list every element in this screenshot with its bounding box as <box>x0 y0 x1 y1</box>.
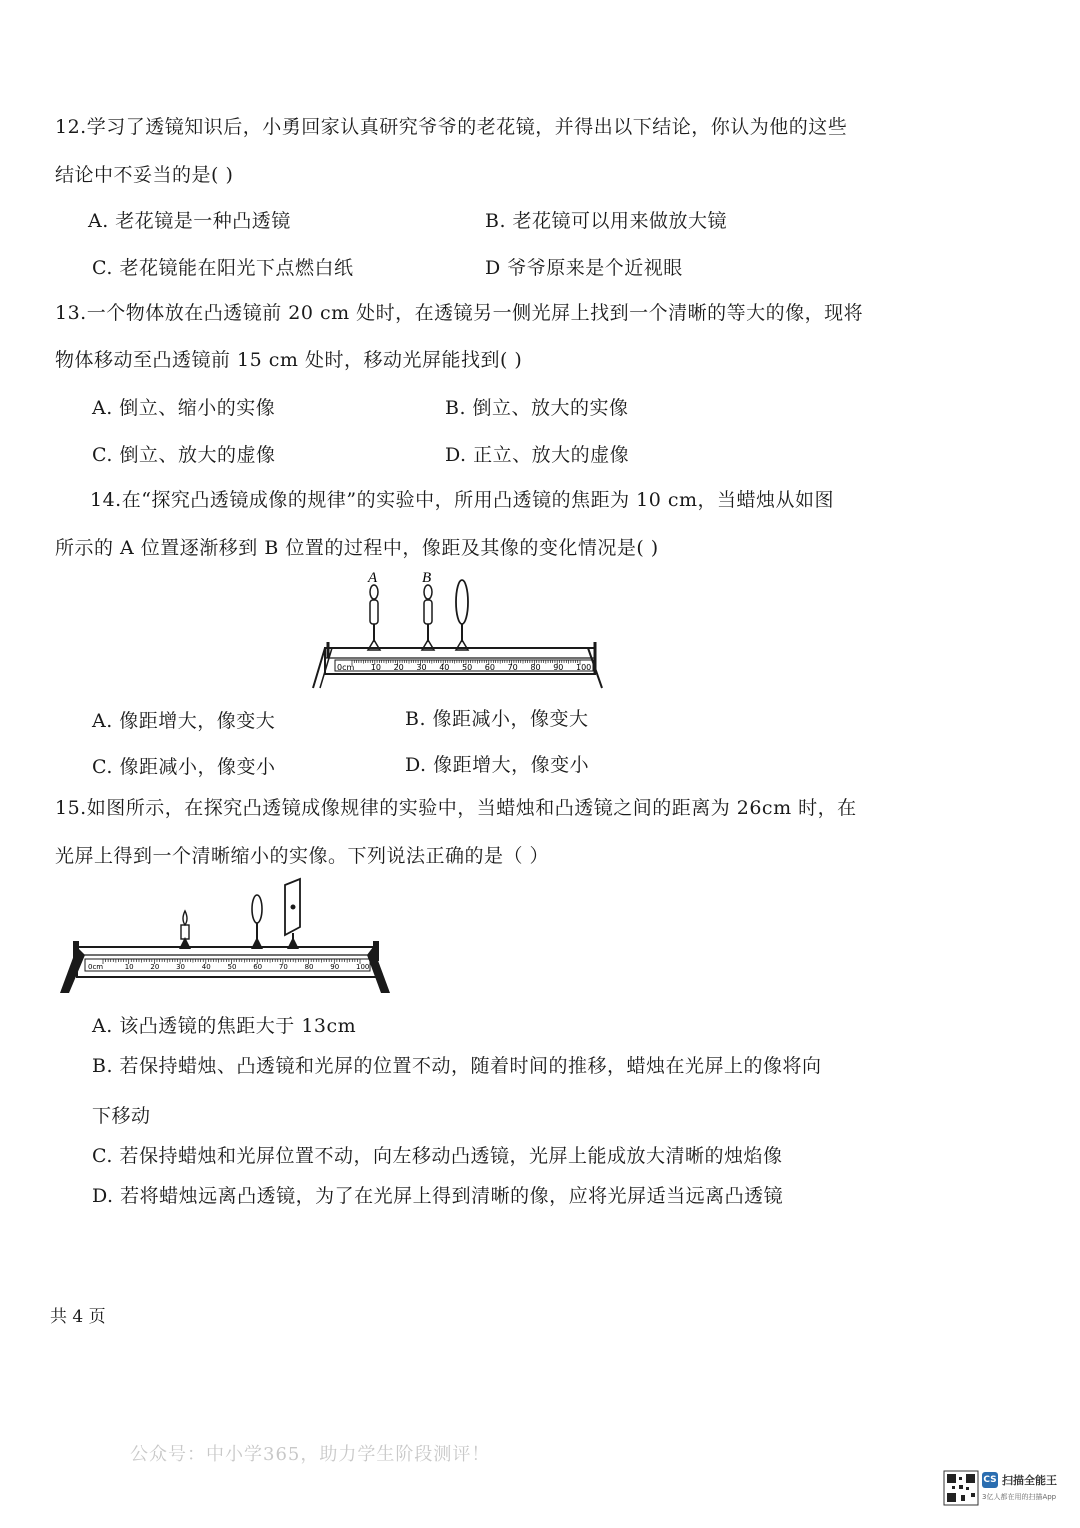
q14-option-b: B. 像距减小，像变大 <box>405 708 589 730</box>
q15-optical-bench-figure <box>55 875 395 1000</box>
q14-label-b: B <box>422 570 432 586</box>
q15-tick-label: 30 <box>176 963 186 971</box>
q14-tick-label: 100 <box>576 663 592 672</box>
q14-convex-lens <box>456 580 468 650</box>
q13-stem-line2: 物体移动至凸透镜前 15 cm 处时，移动光屏能找到( ) <box>55 349 523 371</box>
q15-option-c: C. 若保持蜡烛和光屏位置不动，向左移动凸透镜，光屏上能成放大清晰的烛焰像 <box>92 1145 783 1167</box>
q14-option-d: D. 像距增大，像变小 <box>405 754 590 776</box>
q14-stem-line1: 14.在“探究凸透镜成像的规律”的实验中，所用凸透镜的焦距为 10 cm，当蜡烛从如图 <box>90 489 835 511</box>
q13-stem-line1: 13.一个物体放在凸透镜前 20 cm 处时，在透镜另一侧光屏上找到一个清晰的等大的像，现将 <box>55 302 864 324</box>
q14-scale-unit: 0cm <box>337 663 355 672</box>
q14-tick-label: 50 <box>462 663 473 672</box>
q14-label-a: A <box>368 570 378 586</box>
q15-candle <box>179 911 191 949</box>
scanner-app-name: 扫描全能王 <box>1002 1474 1057 1487</box>
q13-option-c: C. 倒立、放大的虚像 <box>92 444 276 466</box>
q15-option-d: D. 若将蜡烛远离凸透镜，为了在光屏上得到清晰的像，应将光屏适当远离凸透镜 <box>92 1185 784 1207</box>
q14-tick-label: 30 <box>416 663 427 672</box>
q15-option-b-line1: B. 若保持蜡烛、凸透镜和光屏的位置不动，随着时间的推移，蜡烛在光屏上的像将向 <box>92 1055 822 1077</box>
q12-option-c: C. 老花镜能在阳光下点燃白纸 <box>92 257 354 279</box>
q14-tick-label: 40 <box>439 663 450 672</box>
q12-option-a: A. 老花镜是一种凸透镜 <box>88 210 291 232</box>
q15-tick-label: 80 <box>304 963 314 971</box>
q15-tick-label: 90 <box>330 963 340 971</box>
q15-left-leg <box>60 947 85 993</box>
q12-stem-line1: 12.学习了透镜知识后，小勇回家认真研究爷爷的老花镜，并得出以下结论，你认为他的这些 <box>55 116 848 138</box>
q15-stem-line2: 光屏上得到一个清晰缩小的实像。下列说法正确的是（ ） <box>55 845 550 867</box>
q15-tick-label: 60 <box>253 963 263 971</box>
q15-tick-label: 20 <box>150 963 160 971</box>
q15-tick-label: 100 <box>356 963 370 971</box>
q14-tick-label: 60 <box>484 663 495 672</box>
q15-option-b-line2: 下移动 <box>92 1105 151 1127</box>
q15-scale-unit: 0cm <box>88 963 104 971</box>
q15-option-a: A. 该凸透镜的焦距大于 13cm <box>92 1015 357 1037</box>
q15-tick-label: 50 <box>227 963 237 971</box>
q15-tick-label: 40 <box>201 963 211 971</box>
watermark-text: 公众号：中小学365，助力学生阶段测评！ <box>130 1444 491 1465</box>
q14-candle-b <box>422 585 434 650</box>
q15-tick-label: 10 <box>124 963 134 971</box>
page-count: 共 4 页 <box>50 1307 106 1327</box>
q15-convex-lens <box>251 895 263 949</box>
q14-stem-line2: 所示的 A 位置逐渐移到 B 位置的过程中，像距及其像的变化情况是( ) <box>55 537 659 559</box>
q15-light-screen <box>285 879 300 949</box>
q14-candle-a <box>368 585 380 650</box>
q15-stem-line1: 15.如图所示，在探究凸透镜成像规律的实验中，当蜡烛和凸透镜之间的距离为 26cm 时，在 <box>55 797 857 819</box>
q14-tick-label: 90 <box>553 663 564 672</box>
q14-optical-bench-figure <box>310 570 610 695</box>
q14-tick-label: 10 <box>370 663 381 672</box>
q12-option-d: D 爷爷原来是个近视眼 <box>485 257 683 279</box>
q13-option-a: A. 倒立、缩小的实像 <box>92 397 276 419</box>
q13-option-b: B. 倒立、放大的实像 <box>445 397 629 419</box>
q14-option-a: A. 像距增大，像变大 <box>92 710 276 732</box>
q12-option-b: B. 老花镜可以用来做放大镜 <box>485 210 728 232</box>
q14-tick-label: 20 <box>393 663 404 672</box>
scanner-badge <box>940 1468 1068 1508</box>
qr-code-icon <box>944 1471 978 1505</box>
q12-stem-line2: 结论中不妥当的是( ) <box>55 164 234 186</box>
scanner-tagline: 3亿人都在用的扫描App <box>982 1493 1057 1501</box>
q14-tick-label: 70 <box>507 663 518 672</box>
q14-option-c: C. 像距减小，像变小 <box>92 756 276 778</box>
q15-tick-label: 70 <box>278 963 288 971</box>
q14-left-leg <box>313 648 325 688</box>
q13-option-d: D. 正立、放大的虚像 <box>445 444 630 466</box>
cs-logo-icon: CS <box>982 1472 998 1488</box>
q14-tick-label: 80 <box>530 663 541 672</box>
